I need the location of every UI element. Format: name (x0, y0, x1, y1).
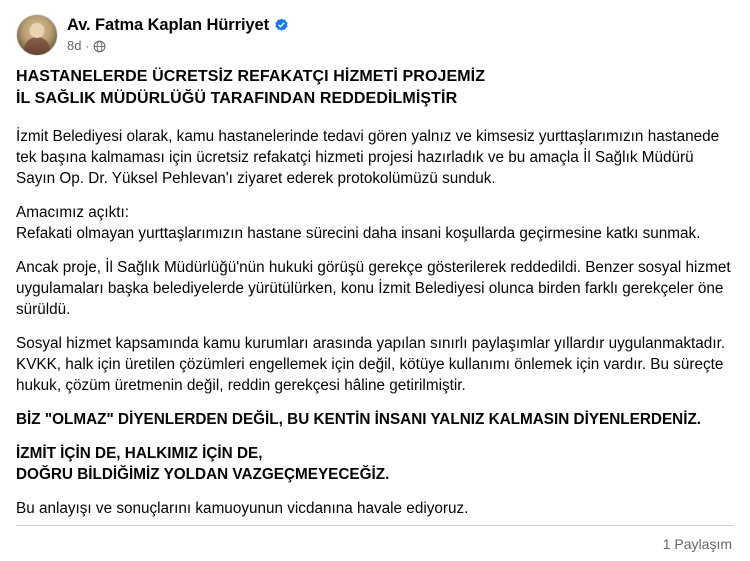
globe-icon[interactable] (93, 40, 106, 53)
avatar[interactable] (16, 14, 58, 56)
post-header (16, 12, 734, 64)
post-heading: HASTANELERDE ÜCRETSİZ REFAKATÇI HİZMETİ PROJEMİZ İL SAĞLIK MÜDÜRLÜĞÜ TARAFINDAN REDDEDİLMİŞTİR (16, 68, 486, 107)
post-footer (16, 525, 734, 561)
post-paragraph-3: Ancak proje, İl Sağlık Müdürlüğü'nün hukuki görüşü gerekçe gösterilerek reddedildi. Benzer sosyal hizmet uygulamaları başka belediyelerde yürütülürken, konu İzmit Belediyesi olunca birden farklı gerekçeler öne sürüldü. (16, 259, 731, 318)
page-name[interactable]: Av. Fatma Kaplan Hürriyet (67, 16, 269, 34)
verified-badge-icon (274, 18, 289, 33)
post-paragraph-2: Amacımız açıktı: Refakati olmayan yurttaşlarımızın hastane sürecini daha insani koşullarda geçirmesine katkı sunmak. (16, 204, 701, 242)
post-bold-line-2: İZMİT İÇİN DE, HALKIMIZ İÇİN DE, DOĞRU BİLDİĞİMİZ YOLDAN VAZGEÇMEYECEĞİZ. (16, 445, 390, 483)
author-name-row (67, 15, 289, 35)
post-closing-line: Bu anlayışı ve sonuçlarını kamuoyunun vicdanına havale ediyoruz. (16, 500, 469, 517)
post-paragraph-4: Sosyal hizmet kapsamında kamu kurumları arasında yapılan sınırlı paylaşımlar yıllardır uygulanmaktadır. KVKK, halk için üretilen çözümleri engellemek için değil, kötüye kullanımı önlemek için vardır. Bu süreçte hukuk, çözüm üretmenin değil, reddin gerekçesi hâline getirilmiştir. (16, 335, 726, 394)
share-count[interactable]: 1 Paylaşım (662, 536, 732, 552)
post-body (16, 64, 734, 519)
post-paragraph-1: İzmit Belediyesi olarak, kamu hastanelerinde tedavi gören yalnız ve kimsesiz yurttaşlarımızın hastanede tek başına kalmaması için ücretsiz refakatçi hizmeti projesi hazırladık ve bu amaçla İl Sağlık Müdürü Sayın Op. Dr. Yüksel Pehlevan'ı ziyaret ederek protokolümüzü sunduk. (16, 128, 720, 187)
post-meta-row (67, 38, 289, 54)
meta-separator: · (85, 39, 90, 53)
post-author-block (67, 14, 289, 54)
post-bold-line-1: BİZ "OLMAZ" DİYENLERDEN DEĞİL, BU KENTİN İNSANI YALNIZ KALMASIN DİYENLERDENİZ. (16, 411, 702, 428)
post-timestamp[interactable]: 8d (67, 38, 82, 53)
